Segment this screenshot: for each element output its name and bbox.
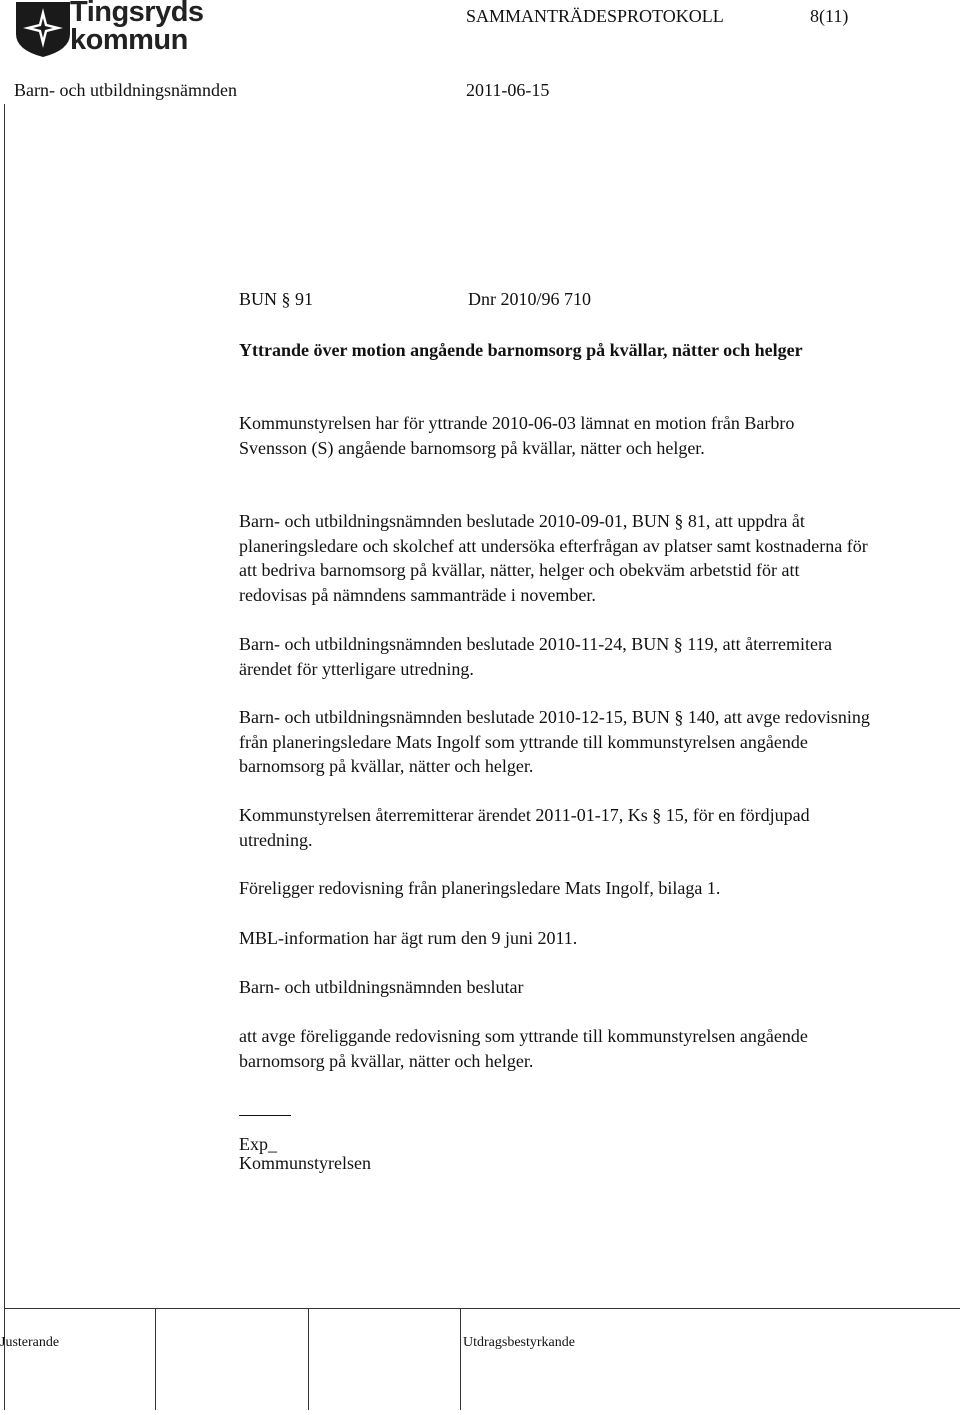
meeting-date: 2011-06-15 <box>466 80 550 100</box>
footer-divider <box>4 1308 960 1309</box>
footer-utdragsbestyrkande: Utdragsbestyrkande <box>463 1335 575 1350</box>
paragraph-5: Kommunstyrelsen återremitterar ärendet 2011-01-17, Ks § 15, för en fördjupad utredning. <box>239 805 810 850</box>
footer-divider-3 <box>460 1308 461 1410</box>
left-margin-line <box>4 104 5 1410</box>
paragraph-7: MBL-information har ägt rum den 9 juni 2011. <box>239 928 578 948</box>
page-number: 8(11) <box>810 6 849 26</box>
document-type: SAMMANTRÄDESPROTOKOLL <box>466 6 724 26</box>
decision-heading: Barn- och utbildningsnämnden beslutar <box>239 977 524 997</box>
logo-line-2: kommun <box>70 24 188 56</box>
decision-text: att avge föreliggande redovisning som yttrande till kommunstyrelsen angående barnomsorg på kvällar, nätter och helger. <box>239 1026 808 1071</box>
logo-line-1: Tingsryds <box>70 0 204 28</box>
diary-number: Dnr 2010/96 710 <box>468 289 591 309</box>
expedition-recipient: Kommunstyrelsen <box>239 1153 371 1173</box>
footer-justerande: Justerande <box>0 1335 60 1350</box>
signature-rule <box>239 1115 291 1116</box>
case-title: Yttrande över motion angående barnomsorg på kvällar, nätter och helger <box>239 340 803 360</box>
section-number: BUN § 91 <box>239 289 314 309</box>
paragraph-4: Barn- och utbildningsnämnden beslutade 2010-12-15, BUN § 140, att avge redovisning från planeringsledare Mats Ingolf som yttrande till kommunstyrelsen angående barnomsorg på kvällar, nätter och helger. <box>239 707 870 776</box>
paragraph-2: Barn- och utbildningsnämnden beslutade 2010-09-01, BUN § 81, att uppdra åt planeringsledare och skolchef att undersöka efterfrågan av platser samt kostnaderna för att bedriva barnomsorg på kvällar, nätter, helger och obekväm arbetstid för att redovisas på nämndens sammanträde i november. <box>239 511 868 605</box>
footer-divider-1 <box>155 1308 156 1410</box>
committee-name: Barn- och utbildningsnämnden <box>14 80 237 100</box>
footer-divider-2 <box>308 1308 309 1410</box>
paragraph-3: Barn- och utbildningsnämnden beslutade 2010-11-24, BUN § 119, att återremitera ärendet för ytterligare utredning. <box>239 634 833 679</box>
paragraph-6: Föreligger redovisning från planeringsledare Mats Ingolf, bilaga 1. <box>239 878 721 898</box>
paragraph-1: Kommunstyrelsen har för yttrande 2010-06-03 lämnat en motion från Barbro Svensson (S) angående barnomsorg på kvällar, nätter och helger. <box>239 413 795 458</box>
star-compass-emblem-icon <box>12 0 74 58</box>
expedition-label: Exp_ <box>239 1134 277 1154</box>
logo-wordmark <box>70 0 204 54</box>
